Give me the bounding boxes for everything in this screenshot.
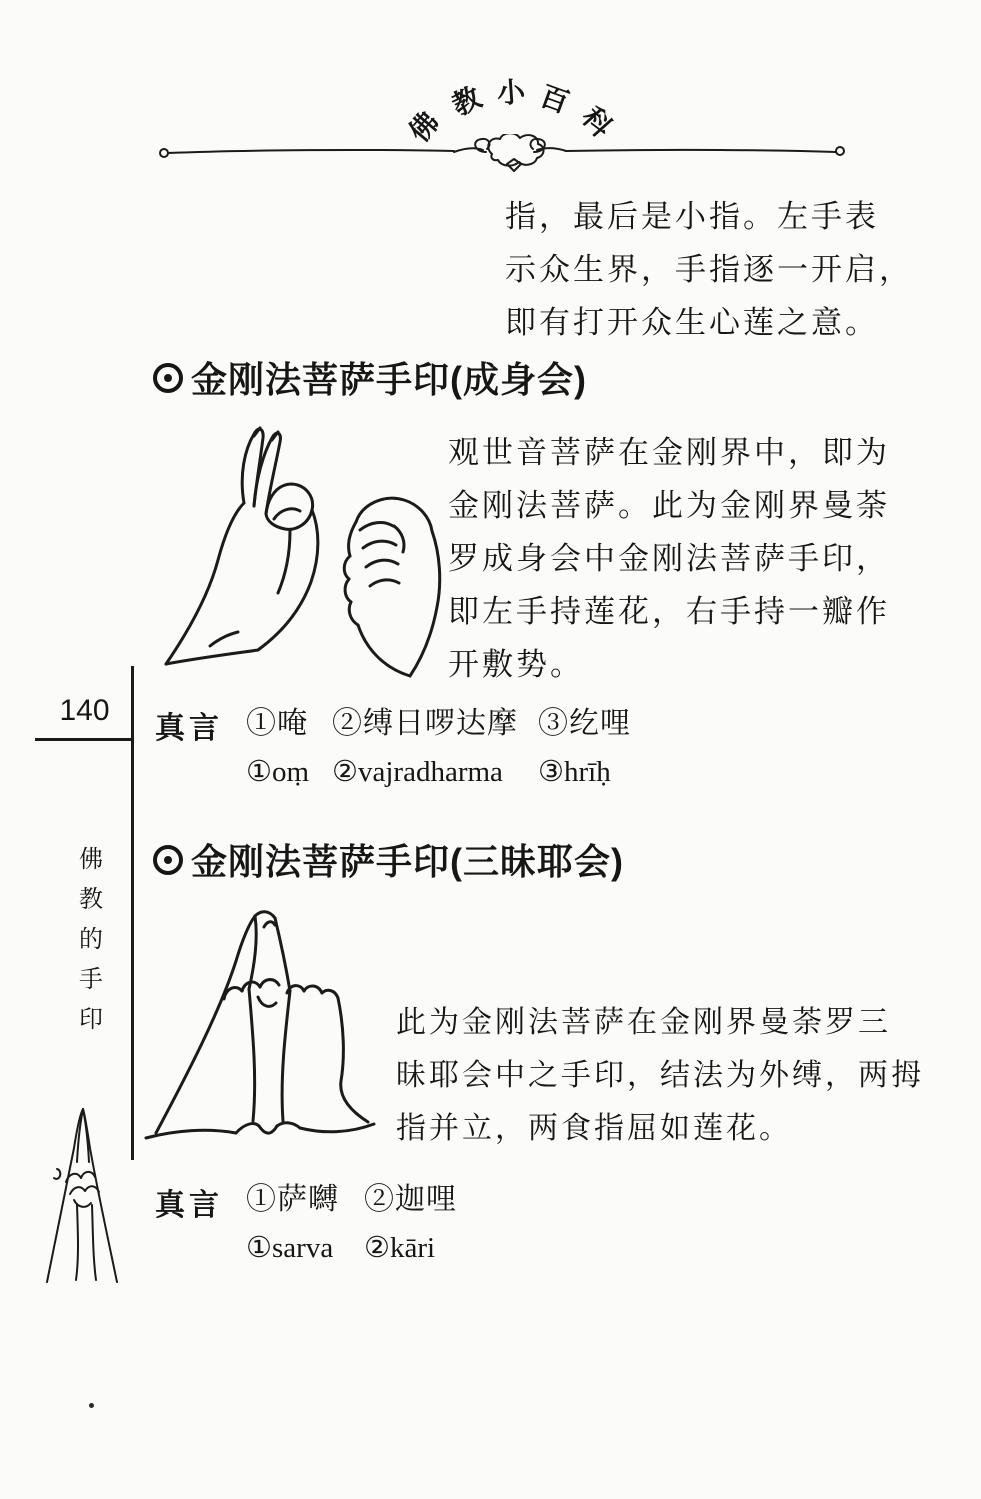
mantra-item-roman: ①sarva: [246, 1232, 334, 1264]
vertical-book-title: [74, 840, 108, 1040]
mudra-illustration-chengshenhui: [150, 412, 462, 687]
text-line: 示众生界，手指逐一开启，: [505, 252, 913, 287]
arc-char: 教: [447, 82, 487, 123]
mantra-item-cn: ①唵: [246, 707, 308, 740]
text-line: 金刚法菩萨。此为金刚界曼荼: [448, 488, 890, 523]
text-line: 观世音菩萨在金刚界中，即为: [448, 435, 890, 470]
text-line: 开敷势。: [448, 647, 584, 682]
mantra-item-roman: ②vajradharma: [332, 756, 503, 788]
text-line: 即左手持莲花，右手持一瓣作: [448, 594, 890, 629]
text-line: 昧耶会中之手印，结法为外缚，两拇: [396, 1059, 924, 1092]
text-line: 此为金刚法菩萨在金刚界曼荼罗三: [396, 1006, 891, 1039]
page-number-rule: [35, 738, 134, 741]
vertical-title-char: 佛: [79, 847, 103, 873]
mantra-block-1: [246, 698, 631, 810]
section-bullet-icon: [153, 363, 183, 393]
vertical-title-char: 教: [79, 887, 103, 913]
mantra-item-cn: ③纥哩: [538, 707, 631, 740]
mantra-label: 真言: [155, 1189, 223, 1222]
text-line: 指，最后是小指。左手表: [505, 199, 879, 234]
vertical-title-char: 印: [79, 1007, 103, 1033]
arc-char: 小: [496, 77, 527, 110]
cloud-ornament: [454, 134, 566, 171]
section1-body: [448, 426, 890, 691]
vertical-title-char: 手: [79, 967, 103, 993]
ink-speck: [89, 1403, 94, 1408]
section1-title: 金刚法菩萨手印(成身会): [191, 359, 587, 400]
text-line: 罗成身会中金刚法菩萨手印，: [448, 541, 890, 576]
arc-char: 百: [535, 80, 573, 120]
header-divider-flourish: [155, 134, 850, 176]
arc-char: 佛: [404, 106, 446, 149]
mantra-item-cn: ①萨嚩: [246, 1183, 339, 1216]
vertical-title-char: 的: [79, 927, 103, 953]
section2-body: [396, 996, 924, 1155]
mantra-item-cn: ②迦哩: [364, 1183, 457, 1216]
mantra-item-roman: ②kāri: [364, 1232, 436, 1264]
page-number: 140: [59, 694, 110, 727]
sidebar-divider-line: [131, 666, 134, 1160]
arc-char: 科: [575, 101, 618, 144]
text-line: 指并立，两食指屈如莲花。: [396, 1112, 792, 1145]
section2-heading: [153, 834, 624, 885]
mudra-illustration-small: [35, 1102, 129, 1290]
section2-title: 金刚法菩萨手印(三昧耶会): [191, 841, 624, 882]
mantra-block-2: [246, 1174, 457, 1286]
mantra-item-cn: ②缚日啰达摩: [332, 707, 518, 740]
section-bullet-icon: [153, 845, 183, 875]
intro-paragraph: [505, 190, 913, 349]
mudra-illustration-sanmeiyehui: [138, 895, 410, 1183]
text-line: 即有打开众生心莲之意。: [505, 305, 879, 340]
section1-heading: [153, 352, 587, 403]
mantra-item-roman: ①oṃ: [246, 756, 310, 788]
mantra-item-roman: ③hrīḥ: [538, 756, 611, 788]
mantra-label: 真言: [155, 712, 223, 745]
